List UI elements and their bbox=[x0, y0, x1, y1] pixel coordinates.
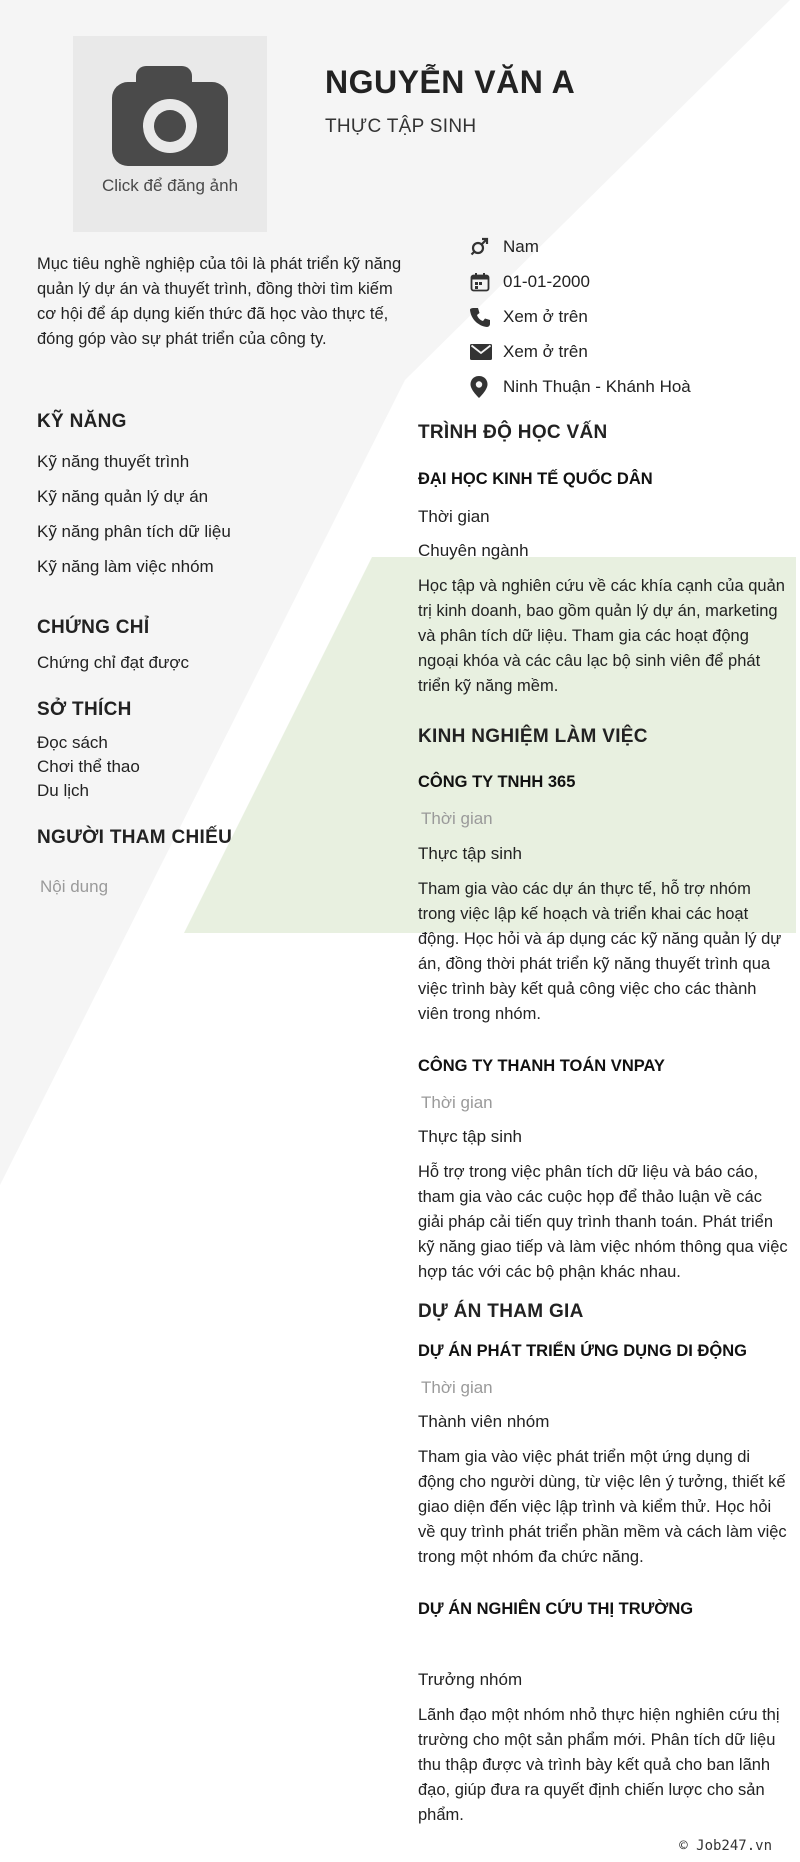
project-role: Thành viên nhóm bbox=[418, 1412, 550, 1431]
gender-icon bbox=[470, 236, 496, 258]
project-role: Trưởng nhóm bbox=[418, 1670, 523, 1689]
projects-title: DỰ ÁN THAM GIA bbox=[418, 1301, 584, 1322]
education-school: ĐẠI HỌC KINH TẾ QUỐC DÂN bbox=[418, 470, 653, 488]
phone-icon bbox=[470, 306, 496, 328]
experience-description: Tham gia vào các dự án thực tế, hỗ trợ nhóm trong việc lập kế hoạch và triển khai các hoạt động. Học hỏi và áp dụng các kỹ năng quản lý dự án, đồng thời phát triển kỹ năng thuyết trình qua việc trình bày kết quả công việc cho các thành viên trong nhóm. bbox=[418, 880, 782, 1023]
email-icon bbox=[470, 341, 496, 363]
contact-phone bbox=[470, 300, 588, 334]
experience-company: CÔNG TY TNHH 365 bbox=[418, 773, 576, 791]
address-value: Ninh Thuận - Khánh Hoà bbox=[503, 377, 691, 396]
education-time: Thời gian bbox=[418, 507, 490, 526]
skill-item: Kỹ năng phân tích dữ liệu bbox=[37, 522, 231, 541]
candidate-name: NGUYỄN VĂN A bbox=[325, 64, 576, 100]
experience-time: Thời gian bbox=[421, 1093, 493, 1112]
hobby-item: Đọc sách bbox=[37, 733, 108, 752]
skills-title: KỸ NĂNG bbox=[37, 411, 127, 432]
experience-role: Thực tập sinh bbox=[418, 1127, 522, 1146]
skill-item: Kỹ năng thuyết trình bbox=[37, 452, 190, 471]
candidate-position: THỰC TẬP SINH bbox=[325, 116, 477, 137]
experience-role: Thực tập sinh bbox=[418, 844, 522, 863]
contact-gender bbox=[470, 230, 539, 264]
experience-time: Thời gian bbox=[421, 809, 493, 828]
footer-copyright: © Job247.vn bbox=[679, 1838, 772, 1854]
photo-upload-label: Click để đăng ảnh bbox=[101, 176, 239, 195]
email-value: Xem ở trên bbox=[503, 342, 588, 361]
certificates-title: CHỨNG CHỈ bbox=[37, 617, 150, 638]
contact-email bbox=[470, 335, 588, 369]
experience-company: CÔNG TY THANH TOÁN VNPAY bbox=[418, 1057, 665, 1075]
hobby-item: Chơi thể thao bbox=[37, 757, 140, 776]
calendar-icon bbox=[470, 271, 496, 293]
education-description: Học tập và nghiên cứu về các khía cạnh của quản trị kinh doanh, bao gồm quản lý dự án, marketing và phân tích dữ liệu. Tham gia các hoạt động ngoại khóa và các câu lạc bộ sinh viên để phát triển kỹ năng mềm. bbox=[418, 577, 785, 695]
photo-upload[interactable] bbox=[73, 36, 267, 232]
certificate-item: Chứng chỉ đạt được bbox=[37, 653, 190, 672]
career-objective: Mục tiêu nghề nghiệp của tôi là phát triển kỹ năng quản lý dự án và thuyết trình, đồng thời tìm kiếm cơ hội để áp dụng kiến thức đã học vào thực tế, đóng góp vào sự phát triển của công ty. bbox=[37, 255, 402, 348]
camera-icon bbox=[110, 64, 230, 176]
project-name: DỰ ÁN NGHIÊN CỨU THỊ TRƯỜNG bbox=[418, 1600, 694, 1618]
skill-item: Kỹ năng làm việc nhóm bbox=[37, 557, 214, 576]
skill-item: Kỹ năng quản lý dự án bbox=[37, 487, 209, 506]
project-description: Tham gia vào việc phát triển một ứng dụng di động cho người dùng, từ việc lên ý tưởng, thiết kế giao diện đến việc lập trình và kiểm thử. Học hỏi về quy trình phát triển phần mềm và cách làm việc trong một nhóm đa chức năng. bbox=[418, 1448, 787, 1566]
hobbies-title: SỞ THÍCH bbox=[37, 699, 132, 720]
project-description: Lãnh đạo một nhóm nhỏ thực hiện nghiên cứu thị trường cho một sản phẩm mới. Phân tích dữ liệu thu thập được và trình bày kết quả cho ban lãnh đạo, giúp đưa ra quyết định chiến lược cho sản phẩm. bbox=[418, 1706, 780, 1824]
hobby-item: Du lịch bbox=[37, 781, 89, 800]
contact-address bbox=[470, 370, 691, 404]
project-name: DỰ ÁN PHÁT TRIỂN ỨNG DỤNG DI ĐỘNG bbox=[418, 1342, 747, 1360]
references-content[interactable]: Nội dung bbox=[40, 877, 109, 896]
gender-value: Nam bbox=[503, 237, 539, 256]
location-pin-icon bbox=[470, 376, 496, 398]
contact-birthday bbox=[470, 265, 590, 299]
experience-description: Hỗ trợ trong việc phân tích dữ liệu và báo cáo, tham gia vào các cuộc họp để thảo luận về các giải pháp cải tiến quy trình thanh toán. Phát triển kỹ năng giao tiếp và làm việc nhóm thông qua việc hợp tác với các bộ phận khác nhau. bbox=[418, 1163, 788, 1281]
phone-value: Xem ở trên bbox=[503, 307, 588, 326]
references-title: NGƯỜI THAM CHIẾU bbox=[37, 827, 233, 848]
contact-info bbox=[470, 230, 770, 410]
education-title: TRÌNH ĐỘ HỌC VẤN bbox=[418, 422, 608, 443]
project-time: Thời gian bbox=[421, 1378, 493, 1397]
experience-title: KINH NGHIỆM LÀM VIỆC bbox=[418, 726, 648, 747]
education-major: Chuyên ngành bbox=[418, 541, 529, 560]
birthday-value: 01-01-2000 bbox=[503, 272, 590, 291]
